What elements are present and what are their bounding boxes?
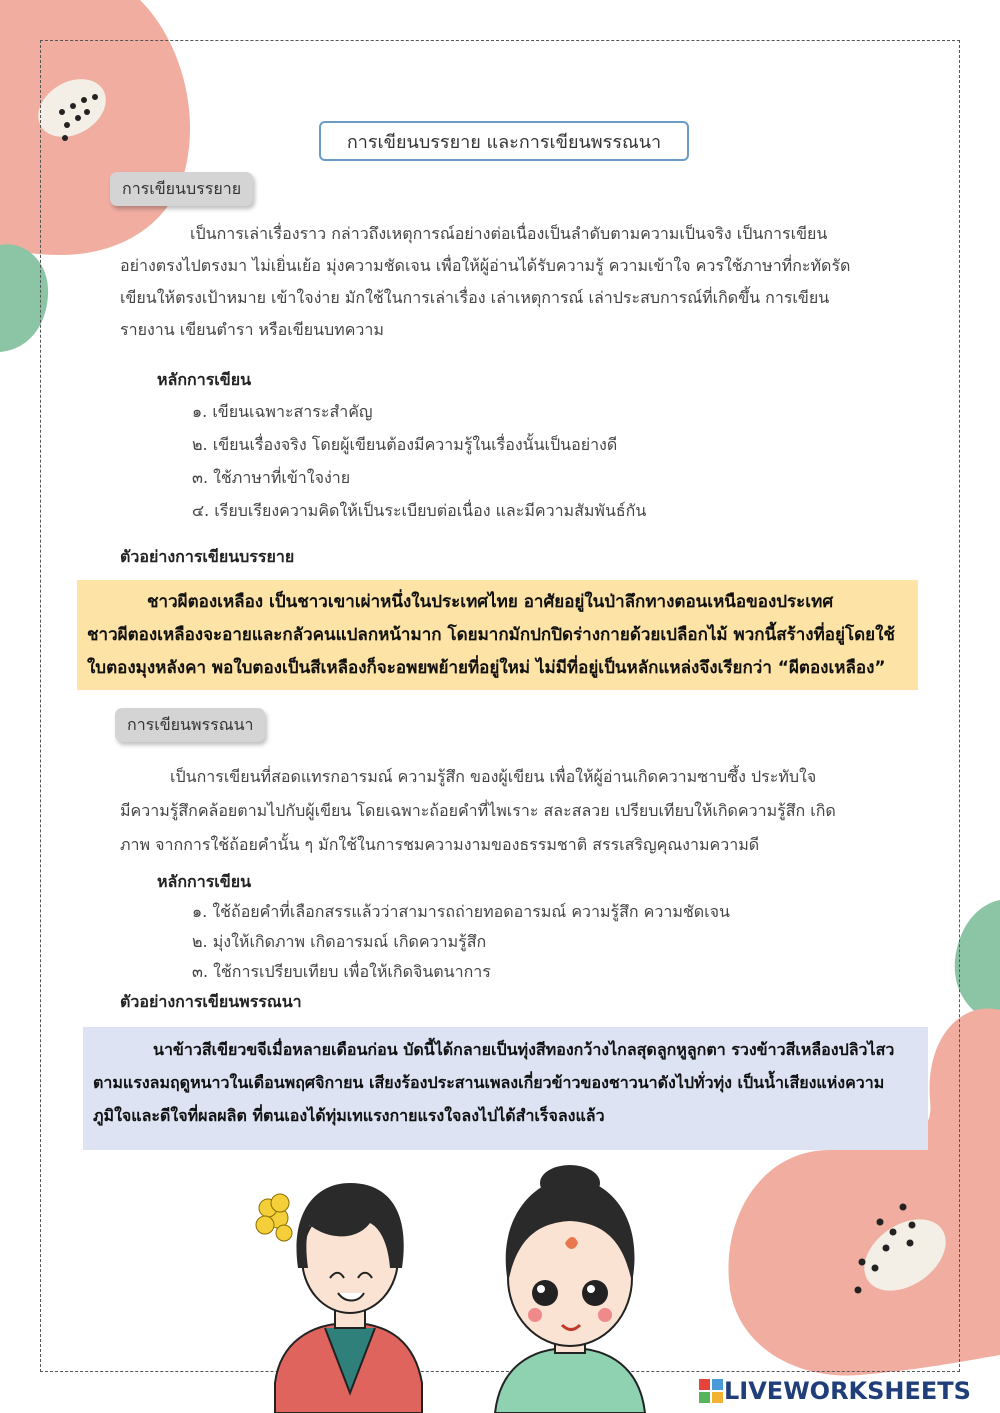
descriptive-example-heading: ตัวอย่างการเขียนพรรณนา xyxy=(120,992,302,1011)
right-green-blob xyxy=(955,900,1000,1022)
narrative-example-heading: ตัวอย่างการเขียนบรรยาย xyxy=(120,547,295,566)
descriptive-line-2: มีความรู้สึกคล้อยตามไปกับผู้เขียน โดยเฉพาะถ้อยคำที่ไพเราะ สละสลวย เปรียบเทียบให้เกิดความรู้สึก เกิด xyxy=(120,801,836,820)
descriptive-line-3: ภาพ จากการใช้ถ้อยคำนั้น ๆ มักใช้ในการชมความงามของธรรมชาติ สรรเสริญคุณงามความดี xyxy=(120,835,760,854)
descriptive-principle-2: ๒. มุ่งให้เกิดภาพ เกิดอารมณ์ เกิดความรู้สึก xyxy=(192,932,487,951)
narrative-paragraph xyxy=(120,218,900,346)
girl-left-illustration xyxy=(256,1183,422,1413)
narrative-line-1: เป็นการเล่าเรื่องราว กล่าวถึงเหตุการณ์อย่างต่อเนื่องเป็นลำดับตามความเป็นจริง เป็นการเขียน xyxy=(190,224,828,243)
liveworksheets-icon xyxy=(698,1378,724,1404)
liveworksheets-logo xyxy=(698,1377,971,1405)
narrative-principle-2: ๒. เขียนเรื่องจริง โดยผู้เขียนต้องมีความรู้ในเรื่องนั้นเป็นอย่างดี xyxy=(192,435,618,454)
narrative-example-line-3: ใบตองมุงหลังคา พอใบตองเป็นสีเหลืองก็จะอพยพย้ายที่อยู่ใหม่ ไม่มีที่อยู่เป็นหลักแหล่งจึงเรียกว่า “ผีตองเหลือง” xyxy=(87,658,886,678)
narrative-example-box xyxy=(77,580,918,690)
descriptive-example-line-2: ตามแรงลมฤดูหนาวในเดือนพฤศจิกายน เสียงร้องประสานเพลงเกี่ยวข้าวของชาวนาดังไปทั่วทุ่ง เป็นน้ำเสียงแห่งความ xyxy=(93,1073,885,1092)
girl-right-illustration xyxy=(495,1165,645,1413)
descriptive-example-line-1: นาข้าวสีเขียวขจีเมื่อหลายเดือนก่อน บัดนี้ได้กลายเป็นทุ่งสีทองกว้างไกลสุดลูกหูลูกตา รวงข้าวสีเหลืองปลิวไสว xyxy=(153,1040,895,1059)
narrative-example-line-2: ชาวผีตองเหลืองจะอายและกลัวคนแปลกหน้ามาก โดยมากมักปกปิดร่างกายด้วยเปลือกไม้ พวกนี้สร้างที่อยู่โดยใช้ xyxy=(87,625,895,645)
descriptive-principle-1: ๑. ใช้ถ้อยคำที่เลือกสรรแล้วว่าสามารถถ่ายทอดอารมณ์ ความรู้สึก ความชัดเจน xyxy=(192,902,730,921)
descriptive-principles-heading: หลักการเขียน xyxy=(157,872,252,891)
narrative-section-tag: การเขียนบรรยาย xyxy=(110,172,253,206)
descriptive-principle-3: ๓. ใช้การเปรียบเทียบ เพื่อให้เกิดจินตนาการ xyxy=(192,962,491,981)
descriptive-paragraph xyxy=(120,760,900,862)
narrative-principles-heading: หลักการเขียน xyxy=(157,370,252,389)
narrative-example-line-1: ชาวผีตองเหลือง เป็นชาวเขาเผ่าหนึ่งในประเทศไทย อาศัยอยู่ในป่าลึกทางตอนเหนือของประเทศ xyxy=(147,592,834,612)
descriptive-example-line-3: ภูมิใจและดีใจที่ผลผลิต ที่ตนเองได้ทุ่มเทแรงกายแรงใจลงไปได้สำเร็จลงแล้ว xyxy=(93,1106,605,1125)
narrative-line-4: รายงาน เขียนตำรา หรือเขียนบทความ xyxy=(120,320,384,339)
girls-illustration xyxy=(240,1163,680,1413)
narrative-principle-4: ๔. เรียบเรียงความคิดให้เป็นระเบียบต่อเนื่อง และมีความสัมพันธ์กัน xyxy=(192,501,647,520)
narrative-principle-3: ๓. ใช้ภาษาที่เข้าใจง่าย xyxy=(192,468,351,487)
descriptive-section-tag: การเขียนพรรณนา xyxy=(115,708,265,742)
narrative-line-3: เขียนให้ตรงเป้าหมาย เข้าใจง่าย มักใช้ในการเล่าเรื่อง เล่าเหตุการณ์ เล่าประสบการณ์ที่เกิดขึ้น การเขียน xyxy=(120,288,830,307)
page-title: การเขียนบรรยาย และการเขียนพรรณนา xyxy=(319,121,689,161)
descriptive-line-1: เป็นการเขียนที่สอดแทรกอารมณ์ ความรู้สึก ของผู้เขียน เพื่อให้ผู้อ่านเกิดความซาบซึ้ง ประทับใจ xyxy=(170,767,817,786)
narrative-principle-1: ๑. เขียนเฉพาะสาระสำคัญ xyxy=(192,402,373,421)
descriptive-example-box xyxy=(83,1027,928,1150)
liveworksheets-text: LIVEWORKSHEETS xyxy=(724,1377,971,1405)
narrative-line-2: อย่างตรงไปตรงมา ไม่เยิ่นเย้อ มุ่งความชัดเจน เพื่อให้ผู้อ่านได้รับความรู้ ความเข้าใจ ควรใช้ภาษาที่กะทัดรัด xyxy=(120,256,851,275)
